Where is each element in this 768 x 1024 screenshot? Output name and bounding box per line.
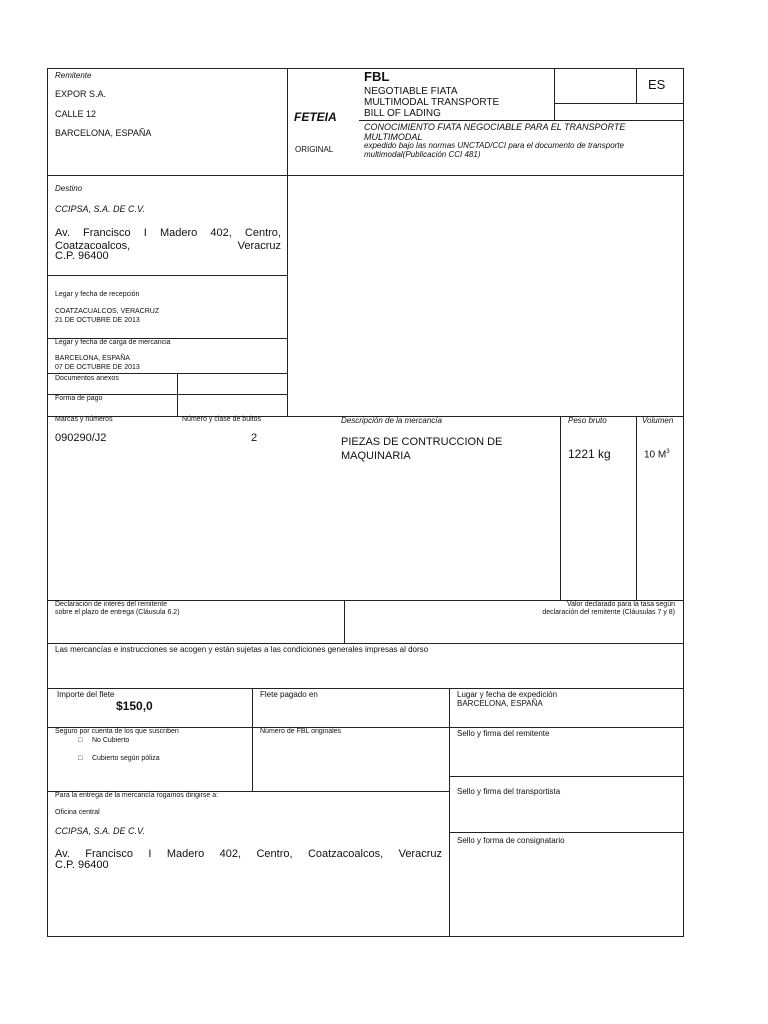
fbl-originals-label: Número de FBL originales <box>260 728 342 735</box>
marks-header: Marcas y números <box>55 416 113 423</box>
title-line-3: BILL OF LADING <box>364 108 441 119</box>
freight-amount: $150,0 <box>116 699 153 713</box>
delivery-address: Av. Francisco I Madero 402, Centro, Coatzacoalcos, Veracruz <box>55 848 442 860</box>
freight-paid-at-label: Flete pagado en <box>260 690 318 699</box>
sender-name: EXPOR S.A. <box>55 89 107 99</box>
spanish-subtitle: expedido bajo las normas UNCTAD/CCI para el documento de transporte multimodal(Publicación CCI 481) <box>364 141 624 160</box>
sender-street: CALLE 12 <box>55 109 97 119</box>
delivery-office: Oficina central <box>55 809 100 816</box>
delivery-instructions-label: Para la entrega de la mercancía rogamos dirigirse a: <box>55 792 219 799</box>
sender-city: BARCELONA, ESPAÑA <box>55 128 152 138</box>
goods-volume <box>644 449 670 461</box>
spanish-title: CONOCIMIENTO FIATA NEGOCIABLE PARA EL TRANSPORTE MULTIMODAL <box>364 122 626 143</box>
goods-volume-value: 10 M <box>644 449 667 461</box>
payment-form-label: Forma de pago <box>55 395 103 402</box>
general-conditions: Las mercancías e instrucciones se acogen y están sujetas a las condiciones generales impresas al dorso <box>55 645 429 654</box>
loading-place: BARCELONA, ESPAÑA <box>55 355 130 362</box>
reception-date: 21 DE OCTUBRE DE 2013 <box>55 317 140 324</box>
packages-header: Número y clase de bultos <box>182 416 261 423</box>
attachments-label: Documentos anexos <box>55 375 119 382</box>
language-code: ES <box>648 77 666 92</box>
interest-declaration-line-2: sobre el plazo de entrega (Cláusula 6.2) <box>55 609 180 616</box>
insurance-label: Seguro por cuenta de los que suscriben <box>55 728 179 735</box>
destination-label: Destino <box>55 184 83 193</box>
checkbox-icon[interactable]: □ <box>78 737 83 744</box>
destination-postal-code: C.P. 96400 <box>55 250 109 262</box>
issue-place-date-label: Lugar y fecha de expedición <box>457 690 558 699</box>
insurance-option-covered-label: Cubierto según póliza <box>91 755 160 762</box>
checkbox-icon[interactable]: □ <box>78 755 83 762</box>
sender-label: Remitente <box>55 71 92 80</box>
consignee-signature-label: Sello y forma de consignatario <box>457 836 565 845</box>
original-label: ORIGINAL <box>295 145 334 154</box>
reception-label: Legar y fecha de recepción <box>55 291 140 298</box>
feteia-logo: FETEIA <box>294 110 337 124</box>
title-line-1: NEGOTIABLE FIATA <box>364 86 458 97</box>
description-header: Descripción de la mercancía <box>341 416 442 425</box>
goods-gross-weight: 1221 kg <box>568 447 611 461</box>
insurance-option-covered <box>78 755 160 763</box>
goods-description-line-2: MAQUINARIA <box>341 450 411 462</box>
goods-marks: 090290/J2 <box>55 432 107 444</box>
gross-weight-header: Peso bruto <box>568 416 607 425</box>
freight-amount-label: Importe del flete <box>57 690 115 699</box>
form-border <box>47 68 684 937</box>
declared-value-line-1: Valor declarado para la tasa según <box>566 601 675 608</box>
insurance-option-not-covered <box>78 737 129 745</box>
goods-description-line-1: PIEZAS DE CONTRUCCION DE <box>341 436 503 448</box>
destination-company: CCIPSA, S.A. DE C.V. <box>55 204 145 214</box>
goods-packages: 2 <box>251 432 258 444</box>
title-line-2: MULTIMODAL TRANSPORTE <box>364 97 500 108</box>
insurance-option-not-covered-label: No Cubierto <box>91 737 130 744</box>
carrier-signature-label: Sello y firma del transportista <box>457 787 561 796</box>
loading-label: Legar y fecha de carga de mercancia <box>55 339 171 346</box>
document-code: FBL <box>364 69 390 84</box>
delivery-company: CCIPSA, S.A. DE C.V. <box>55 826 145 836</box>
goods-volume-exponent: 3 <box>666 449 670 455</box>
volume-header: Volumen <box>642 416 674 425</box>
interest-declaration-line-1: Declaración de interés del remitente <box>55 601 168 608</box>
declared-value-line-2: declaración del remitente (Cláusulas 7 y 8) <box>542 609 675 616</box>
loading-date: 07 DE OCTUBRE DE 2013 <box>55 364 140 371</box>
destination-address: Av. Francisco I Madero 402, Centro, Coatzacoalcos, Veracruz <box>55 227 281 252</box>
delivery-postal-code: C.P. 96400 <box>55 859 109 871</box>
reception-place: COATZACUALCOS, VERACRUZ <box>55 308 160 315</box>
issue-place-date-value: BARCELONA, ESPAÑA <box>457 699 543 708</box>
sender-signature-label: Sello y firma del remitente <box>457 729 550 738</box>
